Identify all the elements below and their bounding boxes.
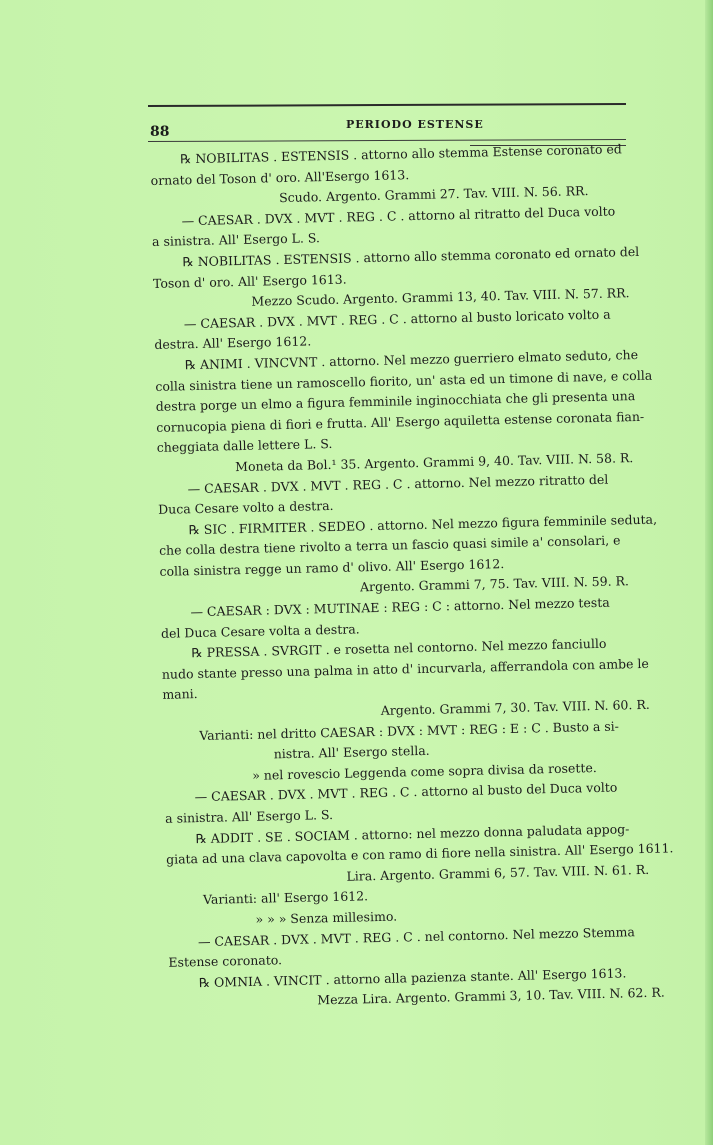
text-line: a sinistra. All' Esergo L. S. [151, 230, 321, 250]
text-line: Argento. Grammi 7, 75. Tav. VIII. N. 59. R. [359, 573, 630, 595]
text-line: mani. [162, 686, 198, 703]
text-line: del Duca Cesare volta a destra. [160, 621, 360, 641]
text-line: — CAESAR . DVX . MVT . REG . C . nel contorno. Nel mezzo Stemma [197, 923, 635, 949]
text-line: ℞ ADDIT . SE . SOCIAM . attorno: nel mezzo donna paludata appog- [195, 820, 630, 846]
text-line: cornucopia piena di fiori e frutta. All' Esergo aquiletta estense coronata fian- [156, 408, 645, 435]
text-line: ℞ ANIMI . VINCVNT . attorno. Nel mezzo guerriero elmato seduto, che [184, 346, 639, 373]
text-line: destra porge un elmo a figura femminile inginocchiata che gli presenta una [155, 388, 636, 415]
header-rule [148, 103, 626, 107]
text-line: Varianti: nel dritto CAESAR : DVX : MVT : REG : E : C . Busto a si- [199, 718, 620, 743]
text-line: Varianti: all' Esergo 1612. [202, 888, 369, 908]
running-head: PERIODO ESTENSE [346, 118, 484, 131]
text-line: — CAESAR . DVX . MVT . REG . C . attorno al busto del Duca volto [194, 779, 618, 805]
body-text [150, 139, 674, 1015]
text-line: che colla destra tiene rivolto a terra un fascio quasi simile a' consolari, e [158, 532, 621, 559]
text-line: — CAESAR . DVX . MVT . REG . C . attorno al busto loricato volto a [183, 306, 611, 332]
text-line: » nel rovescio Leggenda come sopra divisa da rosette. [252, 759, 597, 783]
text-line: ornato del Toson d' oro. All'Esergo 1613. [150, 166, 410, 188]
text-line: » » » Senza millesimo. [255, 908, 398, 927]
text-line: Mezza Lira. Argento. Grammi 3, 10. Tav. VIII. N. 62. R. [317, 984, 665, 1008]
text-line: ℞ PRESSA . SVRGIT . e rosetta nel contorno. Nel mezzo fanciullo [191, 636, 607, 661]
text-line: Argento. Grammi 7, 30. Tav. VIII. N. 60. R. [380, 696, 650, 718]
text-line: a sinistra. All' Esergo L. S. [164, 807, 334, 826]
text-line: Mezzo Scudo. Argento. Grammi 13, 40. Tav. VIII. N. 57. RR. [251, 285, 630, 309]
text-line: ℞ NOBILITAS . ESTENSIS . attorno allo stemma Estense coronato ed [180, 141, 622, 167]
page-number: 88 [150, 124, 170, 140]
text-line: destra. All' Esergo 1612. [154, 333, 312, 353]
text-line: ℞ NOBILITAS . ESTENSIS . attorno allo stemma coronato ed ornato del [182, 243, 640, 270]
text-line: ℞ SIC . FIRMITER . SEDEO . attorno. Nel mezzo figura femminile seduta, [188, 511, 658, 537]
text-line: — CAESAR : DVX : MUTINAE : REG : C : attorno. Nel mezzo testa [190, 594, 610, 620]
text-line: Estense coronato. [168, 952, 283, 970]
text-line: colla sinistra tiene un ramoscello fiorito, un' asta ed un timone di nave, e colla [155, 367, 653, 394]
text-line: Toson d' oro. All' Esergo 1613. [152, 271, 347, 291]
text-line: — CAESAR . DVX . MVT . REG . C . attorno al ritratto del Duca volto [181, 203, 616, 229]
text-line: Moneta da Bol.¹ 35. Argento. Grammi 9, 40. Tav. VIII. N. 58. R. [235, 450, 634, 475]
text-line: Scudo. Argento. Grammi 27. Tav. VIII. N. 56. RR. [278, 183, 589, 206]
text-line: giata ad una clava capovolta e con ramo di fiore nella sinistra. All' Esergo 1611. [165, 840, 674, 868]
text-line: ℞ OMNIA . VINCIT . attorno alla pazienza stante. All' Esergo 1613. [198, 965, 627, 990]
text-line: colla sinistra regge un ramo d' olivo. All' Esergo 1612. [159, 555, 505, 579]
text-line: Duca Cesare volto a destra. [157, 498, 334, 517]
text-line: cheggiata dalle lettere L. S. [156, 436, 333, 456]
text-line: — CAESAR . DVX . MVT . REG . C . attorno. Nel mezzo ritratto del [187, 471, 609, 496]
page-edge-shadow [705, 0, 713, 1145]
text-line: Lira. Argento. Grammi 6, 57. Tav. VIII. N. 61. R. [346, 861, 650, 884]
text-line: nudo stante presso una palma in atto d' incurvarla, afferrandola con ambe le [161, 655, 650, 682]
text-line: nistra. All' Esergo stella. [273, 743, 430, 762]
